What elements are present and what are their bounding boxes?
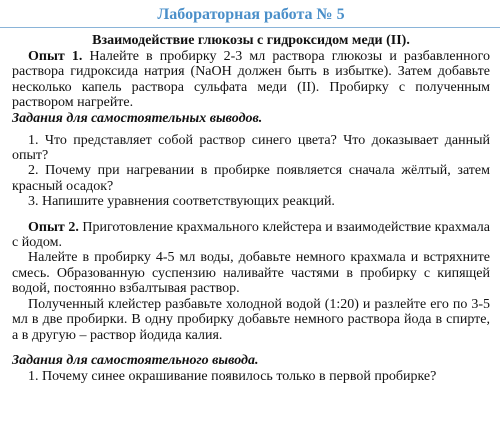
experiment-2-text: Приготовление крахмального клейстера и взаимодействие крахмала с йодом.	[12, 219, 490, 251]
experiment-2-label: Опыт 2.	[28, 219, 79, 235]
task-3-item: 3. Напишите уравнения соответствующих реакций.	[28, 194, 335, 210]
task-2-1-item: 1. Почему синее окрашивание появилось только в первой пробирке?	[28, 368, 437, 384]
experiment-1-label: Опыт 1.	[28, 49, 83, 64]
tasks-2-heading: Задания для самостоятельного вывода.	[12, 352, 259, 368]
experiment-1-text: Налейте в пробирку 2-3 мл раствора глюкозы и разбавленного раствора гидроксида натрия (NaOH должен быть в избытке). Затем добавьте несколько капель раствора сульфата меди (II). Пробирку с полученным раствором нагрейте.	[12, 49, 491, 111]
experiment-2-paragraph	[12, 220, 490, 251]
task-2-item: 2. Почему при нагревании в пробирке появляется сначала жёлтый, затем красный осадок?	[12, 163, 490, 194]
section-heading: Взаимодействие глюкозы с гидроксидом меди (II).	[92, 33, 410, 48]
experiment-1-paragraph	[12, 49, 490, 111]
spacer	[12, 343, 490, 353]
document-title: Лабораторная работа № 5	[157, 6, 345, 23]
tasks-1-heading: Задания для самостоятельных выводов.	[12, 110, 263, 126]
experiment-2-step-2: Полученный клейстер разбавьте холодной водой (1:20) и разлейте его по 3-5 мл в две пробирки. В одну пробирку добавьте немного раствора йода в спирте, а в другую – раствор йодида калия.	[12, 296, 490, 343]
title-divider	[0, 27, 500, 28]
spacer	[12, 210, 490, 220]
experiment-2-step-1: Налейте в пробирку 4-5 мл воды, добавьте немного крахмала и встряхните смесь. Образованную суспензию наливайте частями в пробирку с кипящей водой, постоянно взбалтывая раствор.	[12, 250, 490, 297]
task-1-item: 1. Что представляет собой раствор синего цвета? Что доказывает данный опыт?	[12, 132, 490, 164]
